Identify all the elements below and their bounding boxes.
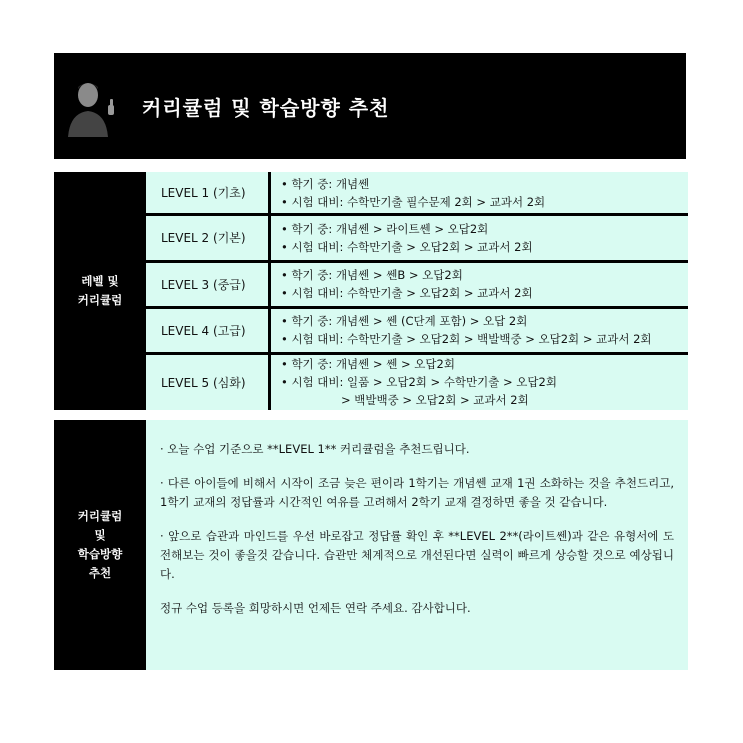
teacher-photo [64, 75, 122, 137]
level-description [271, 263, 688, 306]
level-line: • 시험 대비: 수학만기출 > 오답2회 > 백발백중 > 오답2회 > 교과서 2회 [281, 332, 652, 347]
section-label-line: 및 [94, 528, 106, 542]
section-label-line: 추천 [88, 566, 112, 580]
level-curriculum-section [54, 172, 688, 410]
teacher-avatar-icon [64, 75, 122, 137]
level-name: LEVEL 1 (기초) [146, 172, 268, 213]
recommendation-paragraph: · 다른 아이들에 비해서 시작이 조금 늦은 편이라 1학기는 개념쎈 교재 1권 소화하는 것을 추천드리고, 1학기 교재의 정답률과 시간적인 여유를 고려해서 2학기 교재 결정하면 좋을 것 같습니다. [160, 476, 674, 509]
level-row [146, 263, 688, 306]
section-label-line: 커리큘럼 [77, 509, 123, 523]
level-row [146, 309, 688, 352]
header-banner [54, 53, 686, 159]
level-line: • 학기 중: 개념쎈 > 라이트쎈 > 오답2회 [281, 221, 489, 236]
recommendation-paragraph: · 앞으로 습관과 마인드를 우선 바로잡고 정답률 확인 후 **LEVEL 2**(라이트쎈)과 같은 유형서에 도전해보는 것이 좋을것 같습니다. 습관만 체계적으로 개선된다면 실력이 빠르게 상승할 것으로 예상됩니다. [160, 529, 674, 581]
level-line: • 시험 대비: 수학만기출 > 오답2회 > 교과서 2회 [281, 286, 533, 301]
level-name: LEVEL 2 (기본) [146, 216, 268, 259]
recommendation-paragraph: 정규 수업 등록을 희망하시면 언제든 연락 주세요. 감사합니다. [160, 601, 471, 615]
level-row [146, 216, 688, 259]
level-line: • 시험 대비: 수학만기출 필수문제 2회 > 교과서 2회 [281, 194, 546, 209]
level-line: > 백발백중 > 오답2회 > 교과서 2회 [341, 393, 529, 408]
level-description [271, 172, 688, 213]
level-line: • 학기 중: 개념쎈 [281, 176, 370, 191]
level-row [146, 172, 688, 213]
section-label [54, 172, 146, 410]
level-description [271, 216, 688, 259]
level-description [271, 309, 688, 352]
level-description [271, 355, 688, 410]
level-line: • 학기 중: 개념쎈 > 쎈 > 오답2회 [281, 357, 455, 372]
level-line: • 시험 대비: 일품 > 오답2회 > 수학만기출 > 오답2회 [281, 375, 557, 390]
section-label-line: 학습방향 [77, 547, 123, 561]
section-label-line: 레벨 및 [81, 274, 119, 288]
level-row [146, 355, 688, 410]
page-title: 커리큘럼 및 학습방향 추천 [142, 95, 390, 120]
recommendation-paragraph: · 오늘 수업 기준으로 **LEVEL 1** 커리큘럼을 추천드립니다. [160, 442, 470, 456]
recommendation-body [146, 420, 688, 670]
section-label-line: 커리큘럼 [77, 293, 123, 307]
level-line: • 학기 중: 개념쎈 > 쎈B > 오답2회 [281, 268, 463, 283]
level-line: • 학기 중: 개념쎈 > 쎈 (C단계 포함) > 오답 2회 [281, 314, 528, 329]
level-name: LEVEL 3 (중급) [146, 263, 268, 306]
level-table [146, 172, 688, 410]
level-name: LEVEL 4 (고급) [146, 309, 268, 352]
section-label [54, 420, 146, 670]
recommendation-section [54, 420, 688, 670]
level-line: • 시험 대비: 수학만기출 > 오답2회 > 교과서 2회 [281, 239, 533, 254]
level-name: LEVEL 5 (심화) [146, 355, 268, 410]
